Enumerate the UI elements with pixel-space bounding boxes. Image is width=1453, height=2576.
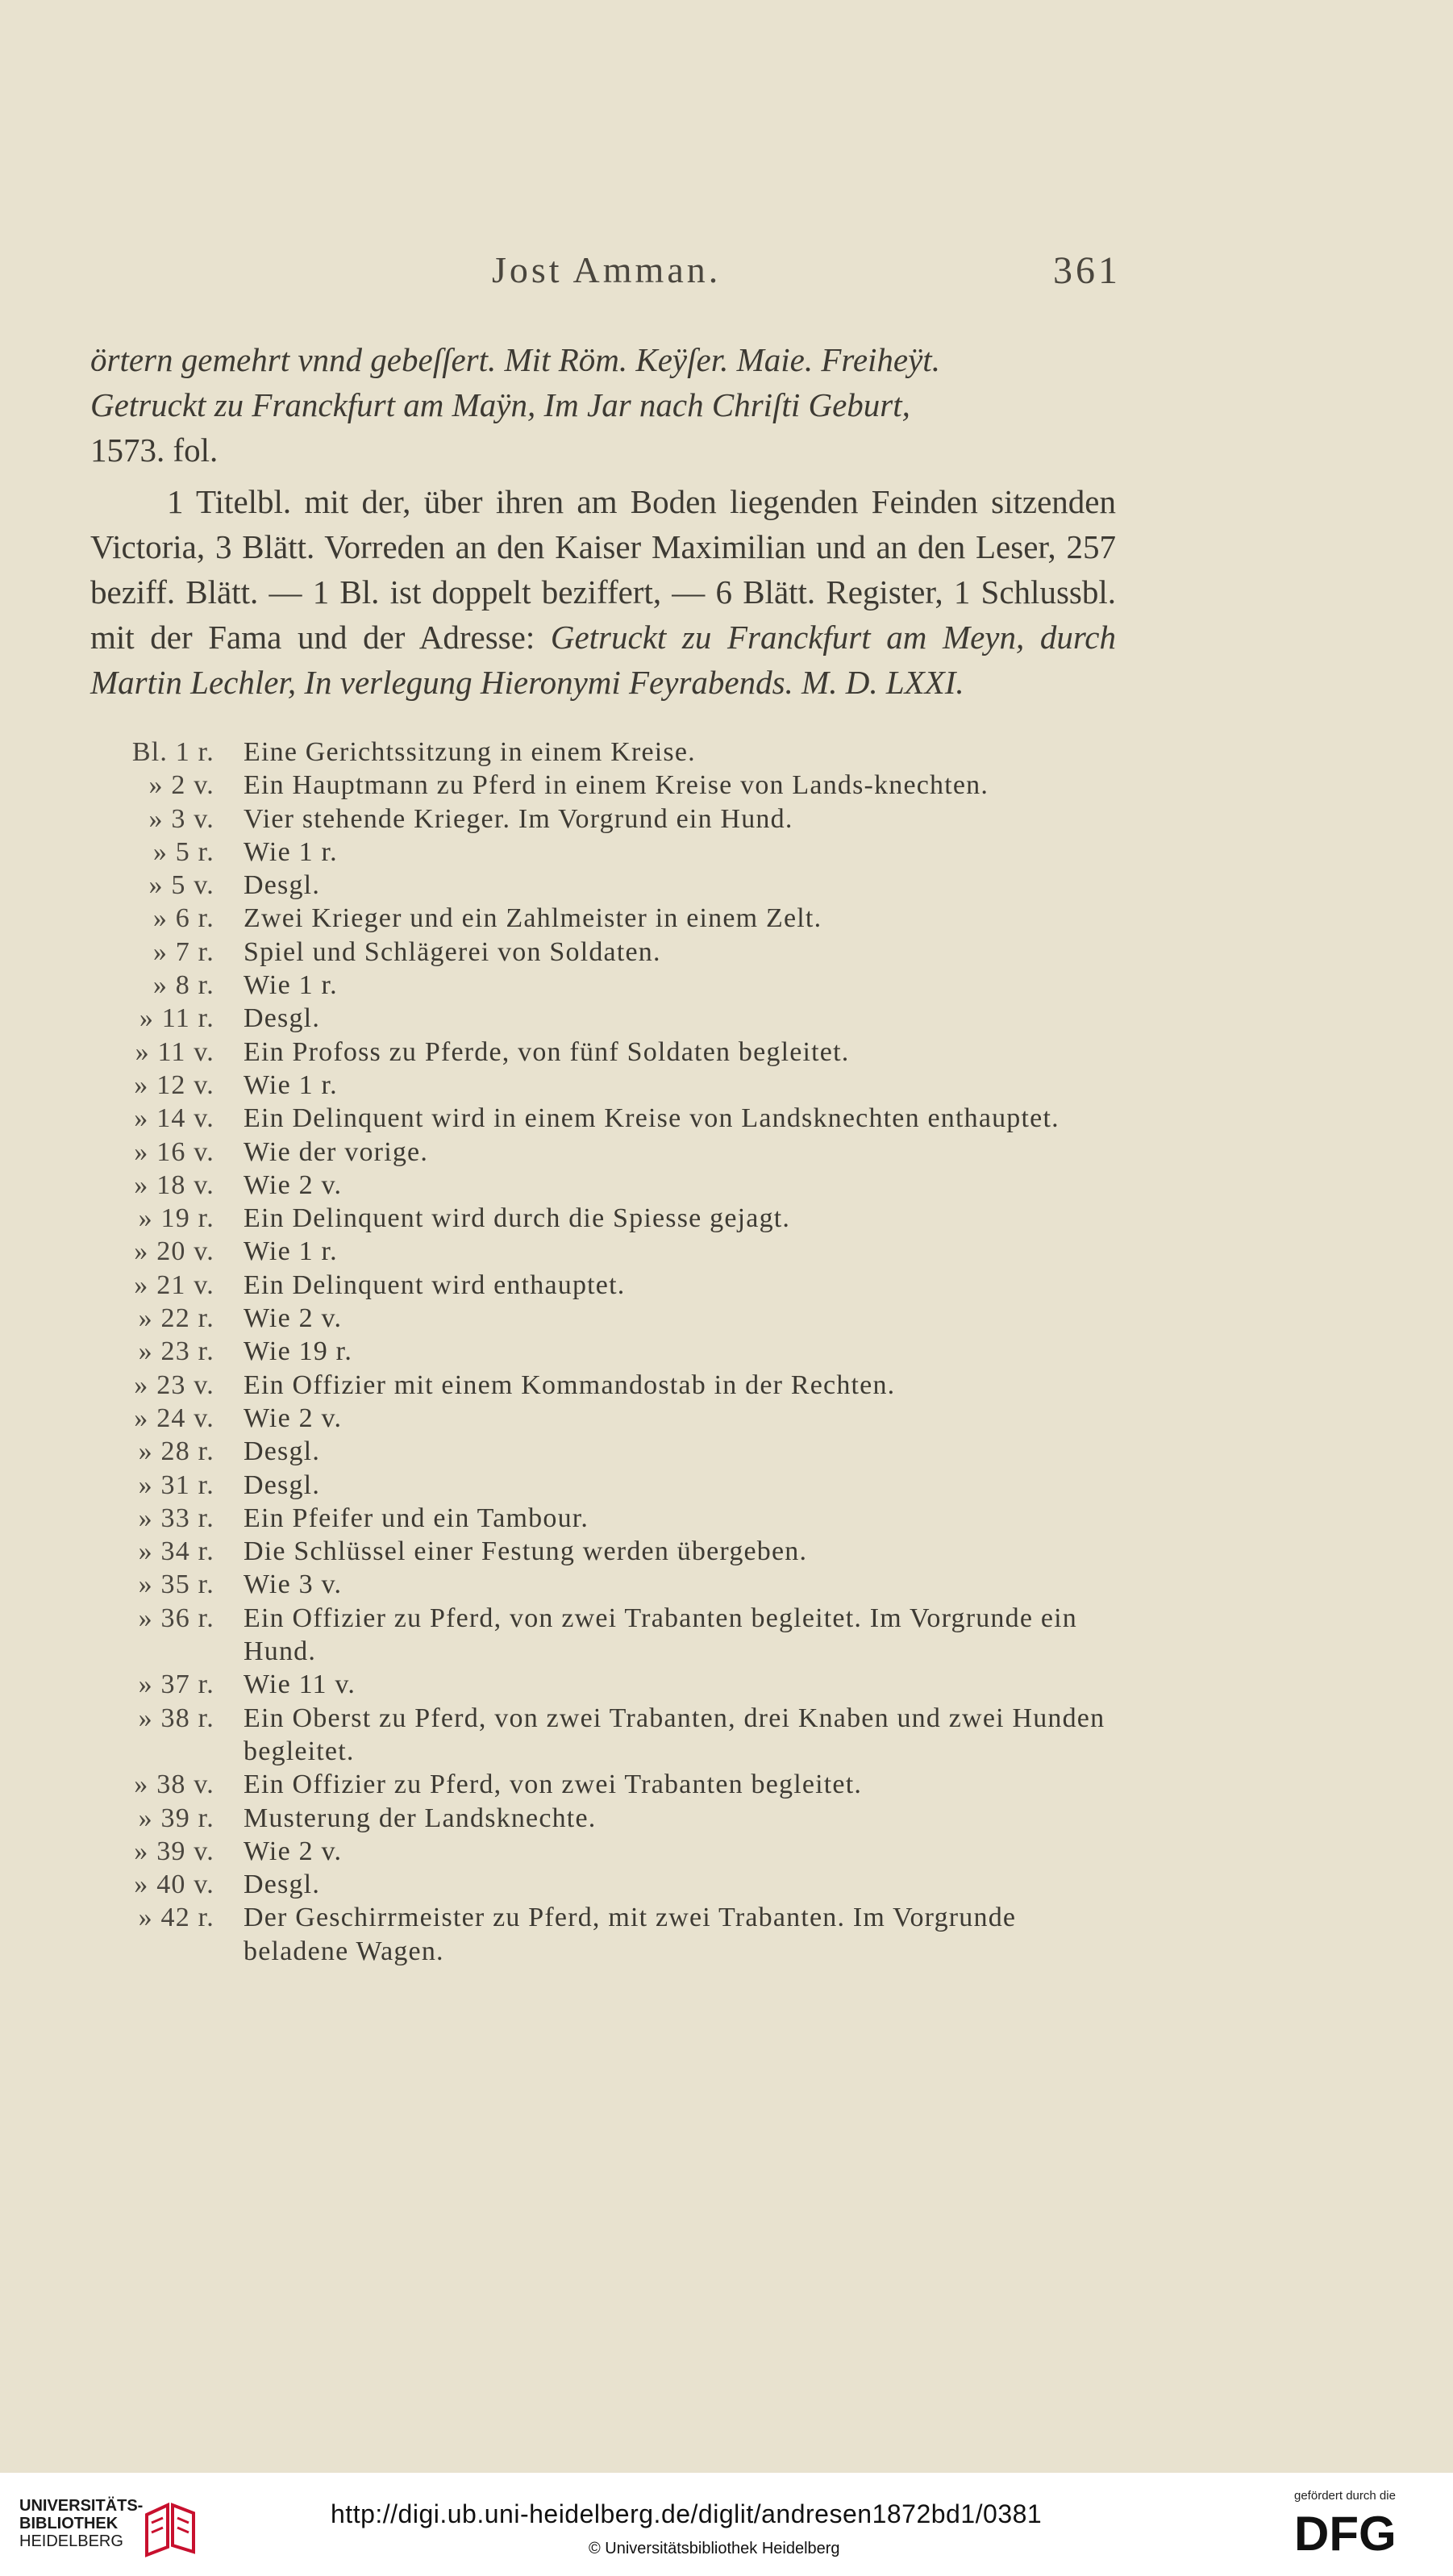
leaf-reference: » 12 v.: [134, 1069, 214, 1100]
leaf-reference: » 8 r.: [152, 970, 214, 1001]
list-item: [113, 1269, 1121, 1302]
leaf-reference: » 37 r.: [138, 1669, 214, 1700]
library-logo: [19, 2497, 213, 2566]
list-item: [113, 1169, 1121, 1202]
leaf-description: Wie 1 r.: [244, 970, 338, 1001]
leaf-description: Ein Pfeifer und ein Tambour.: [244, 1503, 589, 1533]
leaf-reference: » 31 r.: [138, 1469, 214, 1500]
list-item: [113, 1136, 1121, 1169]
list-item: [113, 1568, 1121, 1601]
list-item: [113, 1235, 1121, 1268]
leaf-description: Zwei Krieger und ein Zahlmeister in einem Zelt.: [244, 903, 822, 934]
list-item: [113, 969, 1121, 1002]
leaf-description: Wie 3 v.: [244, 1569, 343, 1600]
leaf-description: Eine Gerichtssitzung in einem Kreise.: [244, 737, 696, 767]
leaf-reference: » 2 v.: [148, 770, 214, 801]
intro-line: 1573. fol.: [90, 431, 219, 469]
leaf-description: Vier stehende Krieger. Im Vorgrund ein Hund.: [244, 803, 793, 834]
list-item: [113, 1036, 1121, 1069]
leaf-description: Spiel und Schlägerei von Soldaten.: [244, 936, 661, 967]
list-item: [113, 1402, 1121, 1435]
leaf-description: Die Schlüssel einer Festung werden übergeben.: [244, 1536, 808, 1567]
list-item: [113, 1668, 1121, 1701]
library-name-line: HEIDELBERG: [19, 2532, 123, 2550]
leaf-description: Desgl.: [244, 1436, 321, 1467]
list-item: [113, 1835, 1121, 1868]
list-item: [113, 1102, 1121, 1135]
leaf-description: Ein Delinquent wird durch die Spiesse gejagt.: [244, 1203, 791, 1234]
leaf-reference: » 38 r.: [138, 1703, 214, 1733]
leaf-description: Musterung der Landsknechte.: [244, 1803, 597, 1833]
leaf-reference: » 39 r.: [138, 1803, 214, 1833]
leaf-reference: Bl. 1 r.: [131, 737, 214, 767]
leaf-reference: » 6 r.: [152, 903, 214, 934]
list-item: [113, 1335, 1121, 1368]
leaf-description: Wie 2 v.: [244, 1836, 343, 1866]
leaf-description: Desgl.: [244, 1469, 321, 1500]
paragraph-text: 1 Titelbl. mit der, über ihren am Boden liegenden Feinden sitzenden Victoria, 3 Blätt. Vorreden an den Kaiser Maximilian und an den Leser, 257 beziff. Blätt. — 1 Bl. ist doppelt beziffert, — 6 Blätt. Register, 1 Schlussbl. mit der Fama und der Adresse:: [90, 483, 1116, 656]
list-item: [113, 1435, 1121, 1468]
list-item: [113, 1868, 1121, 1901]
description-paragraph: [90, 479, 1116, 705]
library-name-line: BIBLIOTHEK: [19, 2515, 119, 2532]
funding-note: gefördert durch die: [1294, 2489, 1396, 2503]
intro-line: örtern gemehrt vnnd gebeſſert. Mit Röm. Keÿſer. Maie. Freiheÿt.: [90, 341, 940, 378]
list-item: [113, 1202, 1121, 1235]
dfg-logo-text: DFG: [1294, 2508, 1397, 2557]
leaf-reference: » 28 r.: [138, 1436, 214, 1467]
leaf-description: Ein Oberst zu Pferd, von zwei Trabanten, drei Knaben und zwei Hunden begleitet.: [244, 1703, 1105, 1766]
leaf-description: Wie 11 v.: [244, 1669, 356, 1700]
leaf-reference: » 3 v.: [148, 803, 214, 834]
leaf-reference: » 23 v.: [134, 1369, 214, 1400]
list-item: [113, 1069, 1121, 1102]
leaf-reference: » 39 v.: [134, 1836, 214, 1866]
leaf-description: Ein Offizier zu Pferd, von zwei Trabanten begleitet. Im Vorgrunde ein Hund.: [244, 1603, 1077, 1667]
list-item: [113, 869, 1121, 902]
leaf-description: Wie der vorige.: [244, 1136, 429, 1167]
page-title: Jost Amman.: [492, 249, 722, 290]
leaf-description: Ein Profoss zu Pferde, von fünf Soldaten begleitet.: [244, 1036, 850, 1067]
library-mark-icon: [140, 2499, 200, 2558]
leaf-description: Ein Delinquent wird in einem Kreise von Landsknechten enthauptet.: [244, 1103, 1060, 1134]
copyright-notice: © Universitätsbibliothek Heidelberg: [589, 2540, 840, 2557]
list-item: [113, 1602, 1121, 1669]
list-item: [113, 769, 1121, 802]
leaf-reference: » 33 r.: [138, 1503, 214, 1533]
leaf-reference: » 19 r.: [138, 1203, 214, 1234]
leaf-description: Ein Hauptmann zu Pferd in einem Kreise von Lands-knechten.: [244, 770, 989, 801]
leaf-description: Ein Delinquent wird enthauptet.: [244, 1269, 626, 1300]
list-item: [113, 936, 1121, 969]
leaf-reference: » 14 v.: [134, 1103, 214, 1134]
list-item: [113, 1802, 1121, 1835]
leaf-description: Wie 1 r.: [244, 1236, 338, 1267]
leaf-description: Wie 2 v.: [244, 1303, 343, 1334]
leaf-description: Ein Offizier zu Pferd, von zwei Trabanten begleitet.: [244, 1769, 863, 1800]
leaf-reference: » 42 r.: [138, 1903, 214, 1933]
leaf-description: Wie 2 v.: [244, 1169, 343, 1200]
list-item: [113, 1535, 1121, 1568]
leaf-reference: » 23 r.: [138, 1336, 214, 1367]
leaf-reference: » 21 v.: [134, 1269, 214, 1300]
leaf-reference: » 24 v.: [134, 1403, 214, 1433]
leaf-description: Wie 1 r.: [244, 1069, 338, 1100]
list-item: [113, 736, 1121, 769]
leaf-reference: » 5 r.: [152, 836, 214, 867]
leaf-reference: » 35 r.: [138, 1569, 214, 1600]
dfg-logo-icon: [1294, 2508, 1431, 2557]
page-number: 361: [1053, 249, 1121, 292]
intro-text: [90, 337, 1116, 705]
dfg-logo: [1294, 2489, 1439, 2570]
leaf-reference: » 34 r.: [138, 1536, 214, 1567]
leaf-reference: » 38 v.: [134, 1769, 214, 1800]
leaf-description: Wie 2 v.: [244, 1403, 343, 1433]
list-item: [113, 1702, 1121, 1769]
leaf-description: Desgl.: [244, 1869, 321, 1900]
library-name-line: UNIVERSITÄTS-: [19, 2497, 144, 2515]
source-url[interactable]: http://digi.ub.uni-heidelberg.de/diglit/andresen1872bd1/0381: [331, 2499, 1043, 2528]
paragraph-italic-text: Getruckt zu Franckfurt am Meyn, durch Martin Lechler, In verlegung Hieronymi Feyrabends. M. D. LXXI.: [90, 619, 1116, 701]
list-item: [113, 1002, 1121, 1035]
leaf-description: Desgl.: [244, 870, 321, 901]
leaf-description: Desgl.: [244, 1003, 321, 1034]
leaf-reference: » 20 v.: [134, 1236, 214, 1267]
leaf-reference: » 18 v.: [134, 1169, 214, 1200]
running-header: [492, 248, 1121, 305]
leaf-reference: » 36 r.: [138, 1603, 214, 1633]
leaf-description: Der Geschirrmeister zu Pferd, mit zwei Trabanten. Im Vorgrunde beladene Wagen.: [244, 1903, 1017, 1966]
list-item: [113, 902, 1121, 935]
leaf-description: Wie 19 r.: [244, 1336, 353, 1367]
list-item: [113, 836, 1121, 869]
leaf-reference: » 22 r.: [138, 1303, 214, 1334]
list-item: [113, 1469, 1121, 1502]
leaf-list: [113, 736, 1121, 1968]
footer-bar: [0, 2473, 1453, 2576]
library-name: [19, 2497, 143, 2550]
leaf-reference: » 40 v.: [134, 1869, 214, 1900]
leaf-reference: » 11 r.: [139, 1003, 214, 1034]
list-item: [113, 1502, 1121, 1535]
leaf-reference: » 11 v.: [135, 1036, 214, 1067]
intro-line: Getruckt zu Franckfurt am Maÿn, Im Jar nach Chriſti Geburt,: [90, 386, 910, 423]
leaf-description: Wie 1 r.: [244, 836, 338, 867]
list-item: [113, 1369, 1121, 1402]
leaf-reference: » 16 v.: [134, 1136, 214, 1167]
list-item: [113, 802, 1121, 836]
leaf-reference: » 7 r.: [152, 936, 214, 967]
list-item: [113, 1901, 1121, 1968]
leaf-reference: » 5 v.: [148, 870, 214, 901]
list-item: [113, 1768, 1121, 1801]
leaf-description: Ein Offizier mit einem Kommandostab in der Rechten.: [244, 1369, 896, 1400]
list-item: [113, 1302, 1121, 1335]
